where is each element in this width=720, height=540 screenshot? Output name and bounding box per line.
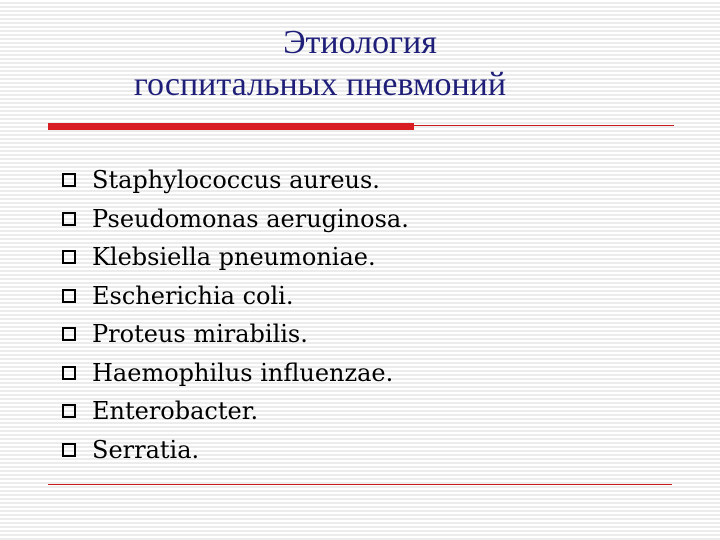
list-item [62,200,409,239]
hollow-square-icon [62,173,76,187]
list-item-text: Pseudomonas aeruginosa. [92,204,409,233]
hollow-square-icon [62,327,76,341]
slide-title-line-1: Этиология [283,24,437,61]
list-item [62,354,409,393]
list-item-text: Staphylococcus aureus. [92,166,380,195]
list-item [62,277,409,316]
hollow-square-icon [62,443,76,457]
pathogen-list [62,161,409,469]
list-item-text: Escherichia coli. [92,281,294,310]
list-item [62,392,409,431]
list-item-text: Klebsiella pneumoniae. [92,243,376,272]
hollow-square-icon [62,289,76,303]
slide-title [0,22,720,106]
list-item [62,315,409,354]
list-item-text: Proteus mirabilis. [92,320,308,349]
list-item-text: Serratia. [92,435,200,464]
hollow-square-icon [62,212,76,226]
list-item [62,238,409,277]
hollow-square-icon [62,404,76,418]
hollow-square-icon [62,366,76,380]
list-item-text: Enterobacter. [92,397,259,426]
title-underline-thin [414,125,674,126]
slide-title-line-2: госпитальных пневмоний [133,66,507,103]
title-underline-accent [48,123,414,130]
list-item [62,431,409,470]
list-item [62,161,409,200]
hollow-square-icon [62,250,76,264]
list-item-text: Haemophilus influenzae. [92,358,394,387]
bottom-divider [48,484,672,485]
